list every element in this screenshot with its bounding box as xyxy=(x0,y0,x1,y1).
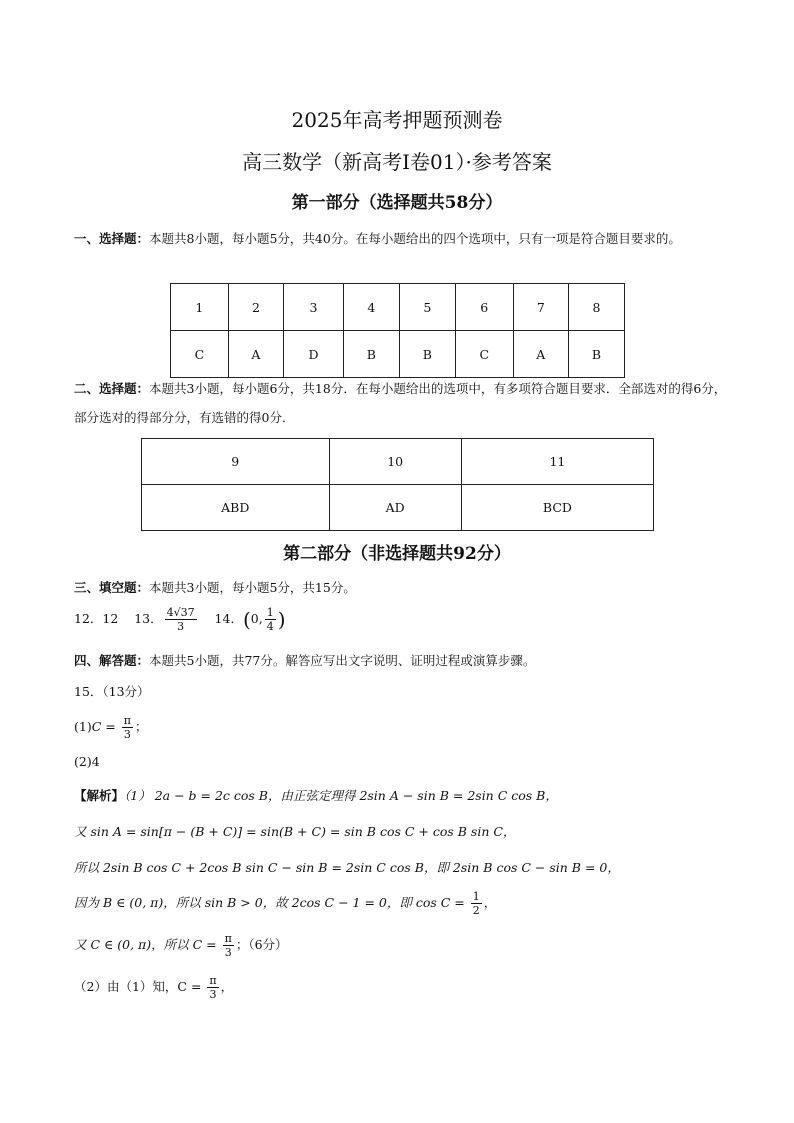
pi-over-3-fraction xyxy=(207,974,218,1001)
table-cell: A xyxy=(513,331,568,378)
ans1-prefix: (1) xyxy=(74,719,92,734)
table-cell: A xyxy=(228,331,283,378)
section3-label: 三、填空题： xyxy=(74,580,150,595)
section4-label: 四、解答题： xyxy=(74,653,150,668)
ans1-var: C xyxy=(91,719,102,734)
table-cell: 11 xyxy=(461,439,653,485)
q13-denominator: 3 xyxy=(177,620,185,633)
table-cell: AD xyxy=(329,485,461,531)
q14-numerator: 1 xyxy=(266,606,274,619)
pi-numerator: π xyxy=(224,932,232,945)
half-denominator: 2 xyxy=(472,904,480,917)
table-cell: 7 xyxy=(513,284,568,331)
ans1-eq: = xyxy=(101,719,120,734)
q15-answer-1 xyxy=(74,714,147,741)
section1-instructions xyxy=(74,224,734,253)
solution-text-6: （2）由（1）知，C = xyxy=(74,979,206,994)
table-cell: 5 xyxy=(399,284,455,331)
section2-instructions xyxy=(74,374,734,432)
three-denominator: 3 xyxy=(123,728,131,741)
q14-fraction xyxy=(265,606,276,633)
section1-text: 本题共8小题，每小题5分，共40分。在每小题给出的四个选项中，只有一项是符合题目要求的。 xyxy=(149,231,681,246)
solution-end-4: ， xyxy=(483,895,497,910)
solution-end-5: ；（6分） xyxy=(235,937,288,952)
solution-line-6 xyxy=(74,974,233,1001)
q15-heading: 15．（13分） xyxy=(74,684,150,699)
ans1-end: ； xyxy=(134,719,148,734)
pi-numerator: π xyxy=(209,974,217,987)
pi-over-3-fraction xyxy=(223,932,234,959)
table-cell: B xyxy=(399,331,455,378)
solution-text-1: （1） 2a − b = 2c cos B，由正弦定理得 2sin A − sin B = 2sin C cos B， xyxy=(124,788,558,803)
solution-end-6: ， xyxy=(220,979,234,994)
solution-text-4: 因为 B ∈ (0, π)，所以 sin B > 0，故 2cos C − 1 = 0，即 cos C = xyxy=(74,895,469,910)
exam-subtitle: 高三数学（新高考Ⅰ卷01）·参考答案 xyxy=(242,150,552,174)
table-cell: C xyxy=(171,331,229,378)
solution-text-2: 又 sin A = sin[π − (B + C)] = sin(B + C) = sin B cos C + cos B sin C， xyxy=(74,824,516,839)
table-cell: 9 xyxy=(142,439,330,485)
q14-left-paren: ( xyxy=(242,607,251,632)
q12-answer: 12．12 xyxy=(74,611,119,626)
table-row-answers xyxy=(171,331,625,378)
table-cell: C xyxy=(455,331,513,378)
table-cell: 1 xyxy=(171,284,229,331)
table-row-answers xyxy=(142,485,654,531)
section1-label: 一、选择题： xyxy=(74,231,150,246)
three-denominator: 3 xyxy=(209,988,217,1001)
table-cell: 8 xyxy=(568,284,624,331)
q13-numerator: 4√37 xyxy=(166,606,195,619)
pi-numerator: π xyxy=(123,714,131,727)
exam-title: 2025年高考押题预测卷 xyxy=(291,108,503,132)
solution-line-2 xyxy=(74,822,515,840)
half-numerator: 1 xyxy=(472,890,480,903)
section3-text: 本题共3小题，每小题5分，共15分。 xyxy=(149,580,356,595)
solution-tag: 【解析】 xyxy=(74,788,125,803)
section2-text: 本题共3小题，每小题6分，共18分．在每小题给出的选项中，有多项符合题目要求．全部选对的得6分，部分选对的得部分分，有选错的得0分． xyxy=(74,381,727,425)
section4-instructions xyxy=(74,651,535,669)
section3-instructions xyxy=(74,578,356,596)
answer-table-2 xyxy=(141,438,654,531)
fill-in-answers xyxy=(74,606,286,633)
q14-right-paren: ) xyxy=(277,607,286,632)
section4-text: 本题共5小题，共77分。解答应写出文字说明、证明过程或演算步骤。 xyxy=(149,653,536,668)
solution-line-4 xyxy=(74,890,496,917)
table-cell: 2 xyxy=(228,284,283,331)
table-cell: BCD xyxy=(461,485,653,531)
solution-line-5 xyxy=(74,932,288,959)
q14-left: 0, xyxy=(250,611,263,626)
table-cell: ABD xyxy=(142,485,330,531)
table-row-numbers xyxy=(142,439,654,485)
half-fraction xyxy=(471,890,482,917)
answer-table-1 xyxy=(170,283,625,378)
table-cell: 10 xyxy=(329,439,461,485)
table-cell: 6 xyxy=(455,284,513,331)
part1-heading: 第一部分（选择题共58分） xyxy=(291,193,503,213)
three-denominator: 3 xyxy=(224,946,232,959)
part2-heading: 第二部分（非选择题共92分） xyxy=(283,544,511,564)
solution-line-1 xyxy=(74,786,558,804)
q13-label: 13． xyxy=(134,611,163,626)
solution-text-5: 又 C ∈ (0, π)，所以 C = xyxy=(74,937,221,952)
q15-answer-2: (2)4 xyxy=(74,754,100,769)
table-cell: B xyxy=(343,331,399,378)
pi-over-3-fraction xyxy=(122,714,133,741)
q14-label: 14． xyxy=(214,611,243,626)
table-cell: D xyxy=(284,331,344,378)
solution-text-3: 所以 2sin B cos C + 2cos B sin C − sin B = 2sin C cos B，即 2sin B cos C − sin B = 0， xyxy=(74,860,620,875)
solution-line-3 xyxy=(74,858,620,876)
table-row-numbers xyxy=(171,284,625,331)
q14-denominator: 4 xyxy=(266,620,274,633)
table-cell: 3 xyxy=(284,284,344,331)
table-cell: 4 xyxy=(343,284,399,331)
section2-label: 二、选择题： xyxy=(74,381,150,396)
q13-fraction xyxy=(165,606,197,633)
table-cell: B xyxy=(568,331,624,378)
